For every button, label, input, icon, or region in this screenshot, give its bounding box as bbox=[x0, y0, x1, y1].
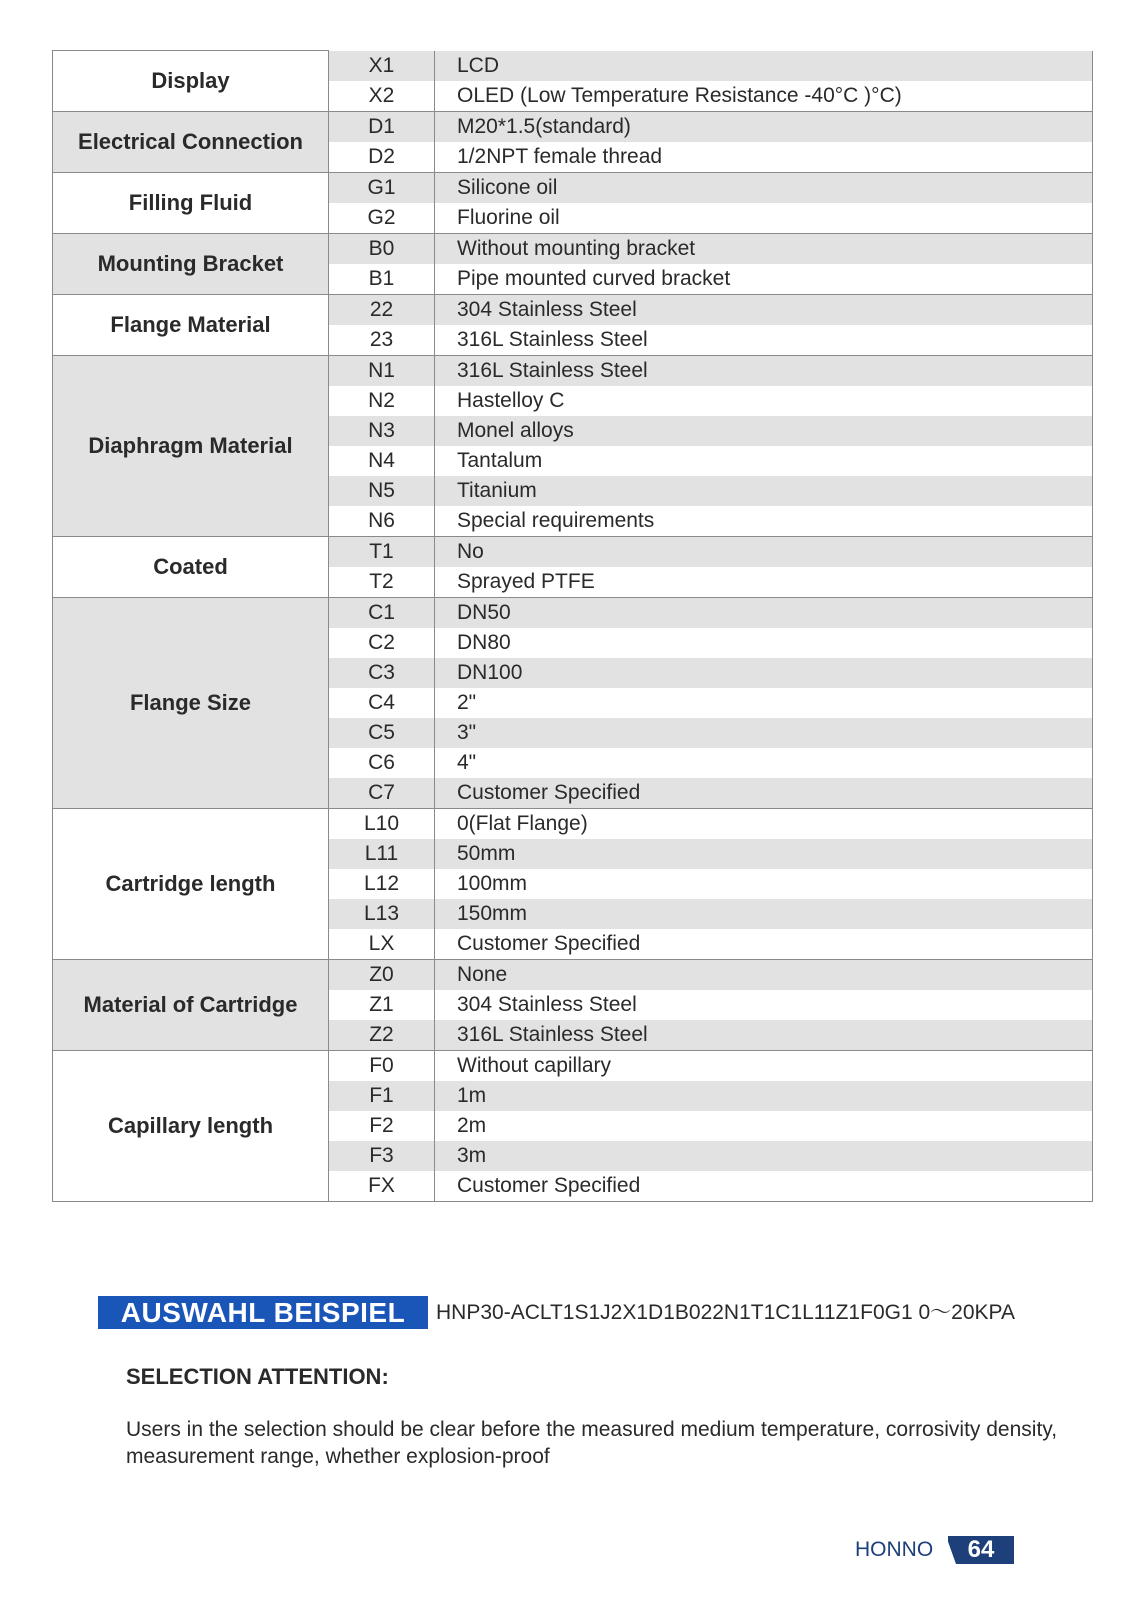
spec-description: 0(Flat Flange) bbox=[435, 808, 1093, 839]
spec-code: C3 bbox=[329, 658, 435, 688]
spec-code: F2 bbox=[329, 1111, 435, 1141]
spec-description: None bbox=[435, 959, 1093, 990]
spec-code: Z1 bbox=[329, 990, 435, 1020]
example-badge: AUSWAHL BEISPIEL bbox=[98, 1296, 428, 1329]
spec-category: Flange Material bbox=[53, 294, 329, 355]
spec-code: D2 bbox=[329, 142, 435, 173]
spec-code: L11 bbox=[329, 839, 435, 869]
spec-description: LCD bbox=[435, 51, 1093, 81]
spec-description: Fluorine oil bbox=[435, 203, 1093, 234]
spec-description: 50mm bbox=[435, 839, 1093, 869]
spec-code: C2 bbox=[329, 628, 435, 658]
spec-row bbox=[53, 233, 1093, 264]
spec-description: Silicone oil bbox=[435, 172, 1093, 203]
spec-row bbox=[53, 597, 1093, 628]
spec-code: N2 bbox=[329, 386, 435, 416]
spec-description: Customer Specified bbox=[435, 778, 1093, 809]
spec-description: M20*1.5(standard) bbox=[435, 111, 1093, 142]
spec-code: L12 bbox=[329, 869, 435, 899]
attention-heading: SELECTION ATTENTION: bbox=[126, 1364, 389, 1389]
attention-text: Users in the selection should be clear before the measured medium temperature, corrosivity density, measurement range, whether explosion-proof bbox=[126, 1418, 1058, 1468]
spec-code: X2 bbox=[329, 81, 435, 112]
spec-code: N4 bbox=[329, 446, 435, 476]
spec-description: Special requirements bbox=[435, 506, 1093, 537]
spec-code: F1 bbox=[329, 1081, 435, 1111]
spec-description: 2m bbox=[435, 1111, 1093, 1141]
spec-code: D1 bbox=[329, 111, 435, 142]
spec-description: 4" bbox=[435, 748, 1093, 778]
spec-row bbox=[53, 808, 1093, 839]
spec-code: C6 bbox=[329, 748, 435, 778]
spec-description: DN100 bbox=[435, 658, 1093, 688]
spec-code: N3 bbox=[329, 416, 435, 446]
spec-description: 304 Stainless Steel bbox=[435, 990, 1093, 1020]
spec-code: G2 bbox=[329, 203, 435, 234]
spec-table bbox=[52, 50, 1093, 1202]
spec-description: Without capillary bbox=[435, 1050, 1093, 1081]
spec-category: Filling Fluid bbox=[53, 172, 329, 233]
spec-code: C5 bbox=[329, 718, 435, 748]
spec-code: X1 bbox=[329, 51, 435, 81]
spec-row bbox=[53, 294, 1093, 325]
spec-code: B1 bbox=[329, 264, 435, 295]
spec-description: Sprayed PTFE bbox=[435, 567, 1093, 598]
spec-row bbox=[53, 959, 1093, 990]
spec-code: F0 bbox=[329, 1050, 435, 1081]
spec-description: 316L Stainless Steel bbox=[435, 355, 1093, 386]
spec-description: 316L Stainless Steel bbox=[435, 1020, 1093, 1051]
spec-category: Cartridge length bbox=[53, 808, 329, 959]
spec-code: Z2 bbox=[329, 1020, 435, 1051]
spec-description: 316L Stainless Steel bbox=[435, 325, 1093, 356]
spec-code: F3 bbox=[329, 1141, 435, 1171]
spec-row bbox=[53, 51, 1093, 81]
spec-description: Tantalum bbox=[435, 446, 1093, 476]
spec-description: Without mounting bracket bbox=[435, 233, 1093, 264]
spec-description: DN80 bbox=[435, 628, 1093, 658]
spec-code: N6 bbox=[329, 506, 435, 537]
spec-code: FX bbox=[329, 1171, 435, 1202]
spec-description: 150mm bbox=[435, 899, 1093, 929]
spec-code: N1 bbox=[329, 355, 435, 386]
spec-row bbox=[53, 536, 1093, 567]
spec-code: 22 bbox=[329, 294, 435, 325]
spec-code: N5 bbox=[329, 476, 435, 506]
spec-description: 1/2NPT female thread bbox=[435, 142, 1093, 173]
footer-brand: HONNO bbox=[855, 1538, 934, 1561]
spec-code: B0 bbox=[329, 233, 435, 264]
spec-description: Customer Specified bbox=[435, 929, 1093, 960]
spec-category: Electrical Connection bbox=[53, 111, 329, 172]
spec-row bbox=[53, 1050, 1093, 1081]
spec-category: Flange Size bbox=[53, 597, 329, 808]
spec-code: Z0 bbox=[329, 959, 435, 990]
spec-category: Coated bbox=[53, 536, 329, 597]
spec-description: 304 Stainless Steel bbox=[435, 294, 1093, 325]
spec-code: T2 bbox=[329, 567, 435, 598]
spec-code: C4 bbox=[329, 688, 435, 718]
spec-category: Diaphragm Material bbox=[53, 355, 329, 536]
spec-category: Material of Cartridge bbox=[53, 959, 329, 1050]
spec-description: 1m bbox=[435, 1081, 1093, 1111]
spec-description: No bbox=[435, 536, 1093, 567]
spec-table-body bbox=[53, 51, 1093, 1202]
spec-code: T1 bbox=[329, 536, 435, 567]
example-code: HNP30-ACLT1S1J2X1D1B022N1T1C1L11Z1F0G1 0～20KPA bbox=[436, 1301, 1015, 1324]
spec-code: LX bbox=[329, 929, 435, 960]
spec-description: Titanium bbox=[435, 476, 1093, 506]
spec-description: Hastelloy C bbox=[435, 386, 1093, 416]
spec-row bbox=[53, 111, 1093, 142]
spec-category: Mounting Bracket bbox=[53, 233, 329, 294]
spec-row bbox=[53, 172, 1093, 203]
spec-code: G1 bbox=[329, 172, 435, 203]
spec-code: L13 bbox=[329, 899, 435, 929]
page-number: 64 bbox=[948, 1536, 1014, 1564]
spec-code: L10 bbox=[329, 808, 435, 839]
spec-code: C7 bbox=[329, 778, 435, 809]
spec-description: DN50 bbox=[435, 597, 1093, 628]
spec-code: 23 bbox=[329, 325, 435, 356]
spec-description: 100mm bbox=[435, 869, 1093, 899]
spec-description: Pipe mounted curved bracket bbox=[435, 264, 1093, 295]
spec-category: Capillary length bbox=[53, 1050, 329, 1201]
spec-code: C1 bbox=[329, 597, 435, 628]
spec-description: Customer Specified bbox=[435, 1171, 1093, 1202]
spec-description: 2" bbox=[435, 688, 1093, 718]
page-number-notch bbox=[946, 1536, 956, 1564]
spec-description: 3" bbox=[435, 718, 1093, 748]
spec-description: OLED (Low Temperature Resistance -40°C )°C) bbox=[435, 81, 1093, 112]
spec-category: Display bbox=[53, 51, 329, 112]
spec-row bbox=[53, 355, 1093, 386]
spec-description: 3m bbox=[435, 1141, 1093, 1171]
spec-description: Monel alloys bbox=[435, 416, 1093, 446]
